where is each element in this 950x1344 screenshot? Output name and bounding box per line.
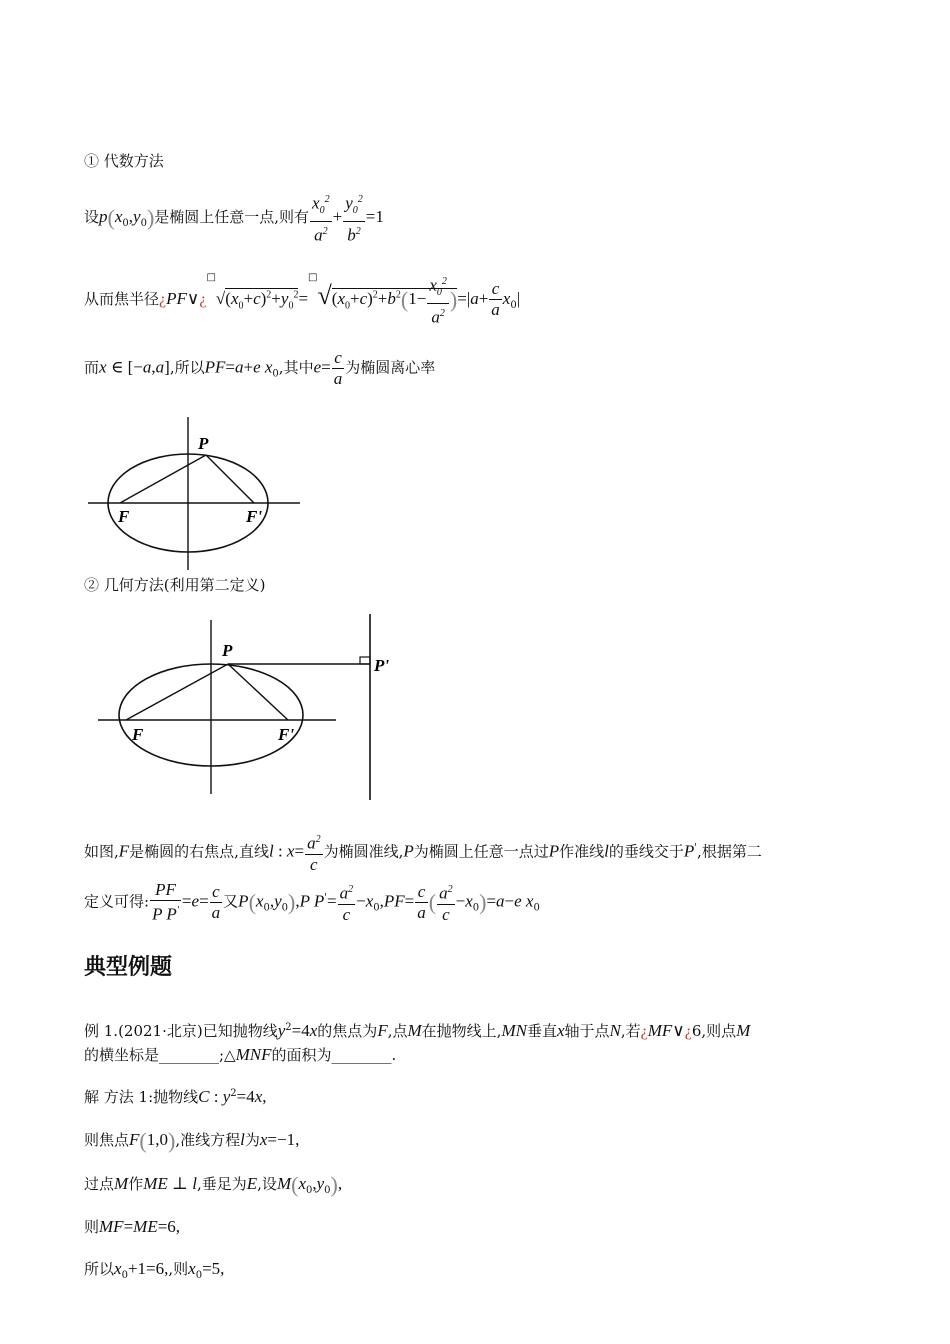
solution-line-4: 则MF=ME=6, [84,1217,181,1236]
solution-line-2: 则焦点F(1,0),准线方程l为x=−1, [84,1128,300,1153]
label-f: F [118,507,130,526]
label-f-prime: F' [246,507,263,526]
second-definition-line: 定义可得: $\frac{PF}{P P'}$ =e= $\frac{c}{a}$ 又$P(x_0,y_0),P$ P'= $\frac{a^2}{c}$ $-x_0,PF=$ $\frac{c}{a}$ ( $\frac{a^2}{c}$ $-x_0)=a-e$ $x_0$ [84,880,540,924]
section-geometry-title: ② 几何方法(利用第二定义) [84,576,266,594]
text-point-desc: 是椭圆上任意一点,则有 [154,207,310,226]
label-p: P [198,434,209,453]
geometry-desc-line: 如图,F是椭圆的右焦点,直线l : x= $\frac{a^2}{c}$ 为椭圆准线,P为椭圆上任意一点过P作准线l的垂线交于P',根据第二 [84,830,762,875]
segment-pf2 [206,455,254,503]
ellipse-figure-2 [98,612,398,807]
section-algebra-title: ① 代数方法 [84,152,164,170]
solution-line-5: 所以$x_0+1=6$,,则$x_0=5$, [84,1259,225,1281]
segment-pf2 [228,664,288,720]
section-heading: 典型例题 [84,955,173,980]
focal-radius-line: 从而焦半径¿$PF\vee¿^□√(x_0+c)^2+y_0^2=^□√(x_0+c)^2+b^2(1-$ $\frac{x_0^2}{a^2}$ )=|a+ $\frac{c}{a}$ $x_0|$ [84,272,521,327]
right-angle-mark [360,657,370,664]
label-f-prime: F' [278,725,295,744]
segment-pf [126,664,228,720]
label-p: P [222,641,233,660]
text-she: 设 [84,207,100,226]
example-1-line-1: 例 1.(2021·北京)已知抛物线$y^2=4x$的焦点为F,点M在抛物线上,MN垂直x轴于点N,若¿MF∨¿6,则点M [84,1021,751,1040]
segment-pf [120,455,206,503]
text-focal-radius: 从而焦半径 [84,289,160,308]
eccentricity-line: 而x ∈ [−a,a],所以PF=a+e $x_0$,其中e= $\frac{c}{a}$ 为椭圆离心率 [84,348,436,388]
example-1-line-2: 的横坐标是________;△MNF的面积为________. [84,1045,397,1064]
ellipse-figure-1 [88,415,303,575]
label-f: F [132,725,144,744]
solution-line-1: 解 方法 1:抛物线C : $y^2=4x$, [84,1087,267,1106]
label-p-prime: P' [374,656,390,675]
ellipse-point-line: 设$p(x_0,y_0)$是椭圆上任意一点,则有 $\frac{x_0^2}{a^2}$ + $\frac{y_0^2}{b^2}$ =1 [84,190,384,246]
solution-line-3: 过点M作ME ⊥ l,垂足为E,设$M(x_0,y_0)$, [84,1172,343,1197]
